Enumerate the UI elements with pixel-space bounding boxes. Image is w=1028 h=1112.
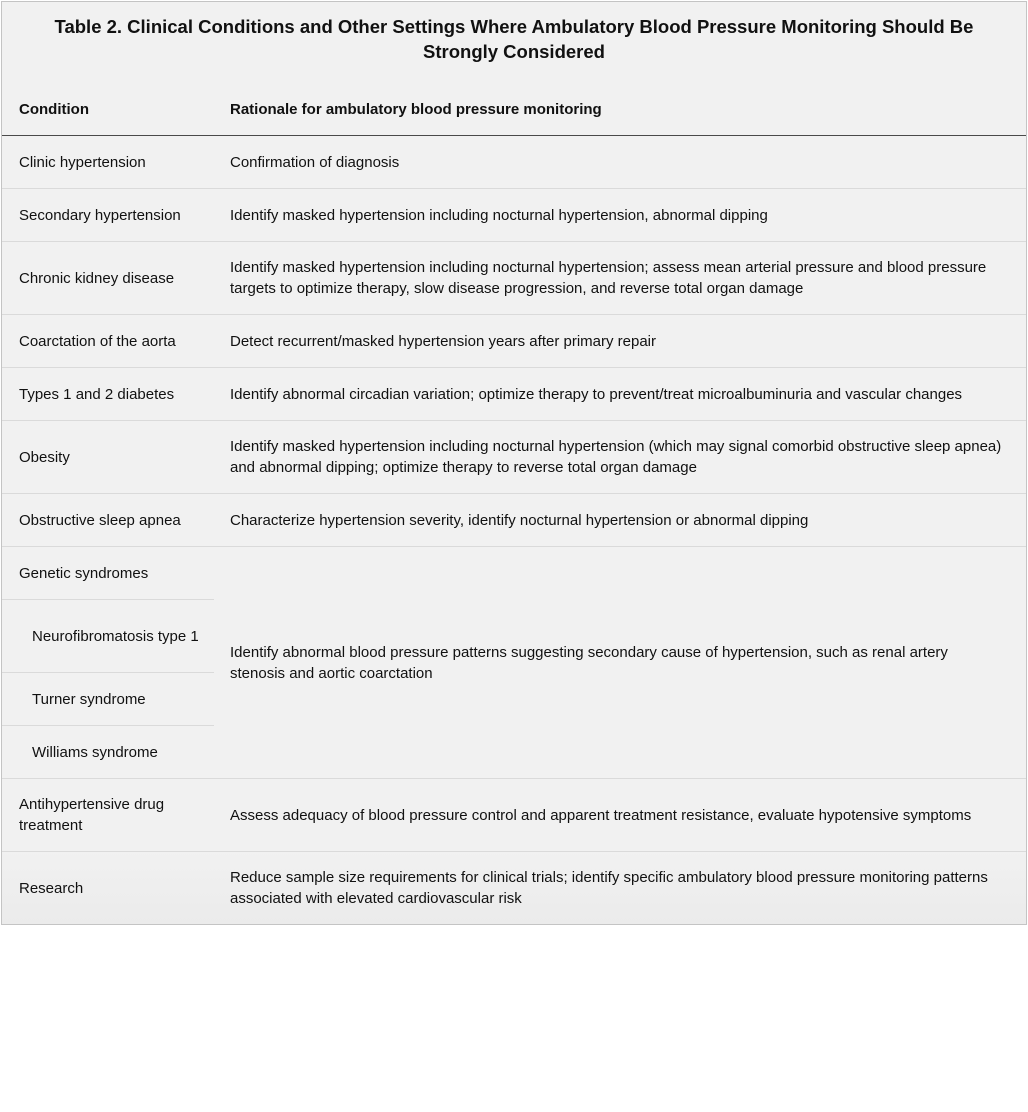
table-row [2, 421, 1026, 494]
table-header-row [2, 84, 1026, 136]
rationale-cell: Identify abnormal circadian variation; optimize therapy to prevent/treat microalbuminuria and vascular changes [214, 368, 1026, 421]
rationale-cell: Identify masked hypertension including nocturnal hypertension (which may signal comorbid obstructive sleep apnea) and abnormal dipping; optimize therapy to reverse total organ damage [214, 421, 1026, 494]
condition-cell: Research [2, 852, 214, 925]
rationale-cell: Identify masked hypertension including nocturnal hypertension; assess mean arterial pressure and blood pressure targets to optimize therapy, slow disease progression, and reverse total organ damage [214, 242, 1026, 315]
rationale-cell: Identify masked hypertension including nocturnal hypertension, abnormal dipping [214, 189, 1026, 242]
table-row [2, 494, 1026, 547]
condition-cell: Obesity [2, 421, 214, 494]
rationale-cell-genetic: Identify abnormal blood pressure patterns suggesting secondary cause of hypertension, such as renal artery stenosis and aortic coarctation [214, 547, 1026, 779]
conditions-table [2, 84, 1026, 925]
rationale-cell: Reduce sample size requirements for clinical trials; identify specific ambulatory blood pressure monitoring patterns associated with elevated cardiovascular risk [214, 852, 1026, 925]
rationale-cell: Detect recurrent/masked hypertension years after primary repair [214, 315, 1026, 368]
subcondition-cell: Neurofibromatosis type 1 [2, 600, 214, 673]
rationale-cell: Characterize hypertension severity, identify nocturnal hypertension or abnormal dipping [214, 494, 1026, 547]
condition-cell: Genetic syndromes [2, 547, 214, 600]
table-caption [2, 14, 1026, 64]
condition-cell: Secondary hypertension [2, 189, 214, 242]
table-row [2, 779, 1026, 852]
subcondition-cell: Williams syndrome [2, 726, 214, 779]
table-row [2, 242, 1026, 315]
subcondition-cell: Turner syndrome [2, 673, 214, 726]
clinical-conditions-table [1, 1, 1027, 925]
condition-cell: Antihypertensive drug treatment [2, 779, 214, 852]
table-row [2, 315, 1026, 368]
table-row-genetic-syndromes [2, 547, 1026, 600]
condition-cell: Types 1 and 2 diabetes [2, 368, 214, 421]
rationale-cell: Assess adequacy of blood pressure control and apparent treatment resistance, evaluate hypotensive symptoms [214, 779, 1026, 852]
header-condition: Condition [2, 84, 214, 136]
condition-cell: Obstructive sleep apnea [2, 494, 214, 547]
rationale-cell: Confirmation of diagnosis [230, 153, 400, 171]
condition-cell: Coarctation of the aorta [2, 315, 214, 368]
table-row [2, 368, 1026, 421]
table-row [2, 136, 1026, 189]
table-title-line-1: Table 2. Clinical Conditions and Other Settings Where Ambulatory Blood Pressure Monitoring Should Be [54, 16, 974, 37]
table-title-line-2: Strongly Considered [423, 41, 605, 62]
condition-cell: Clinic hypertension [19, 153, 146, 171]
condition-cell: Chronic kidney disease [2, 242, 214, 315]
table-row [2, 189, 1026, 242]
table-row [2, 852, 1026, 925]
header-rationale: Rationale for ambulatory blood pressure monitoring [214, 84, 1026, 136]
